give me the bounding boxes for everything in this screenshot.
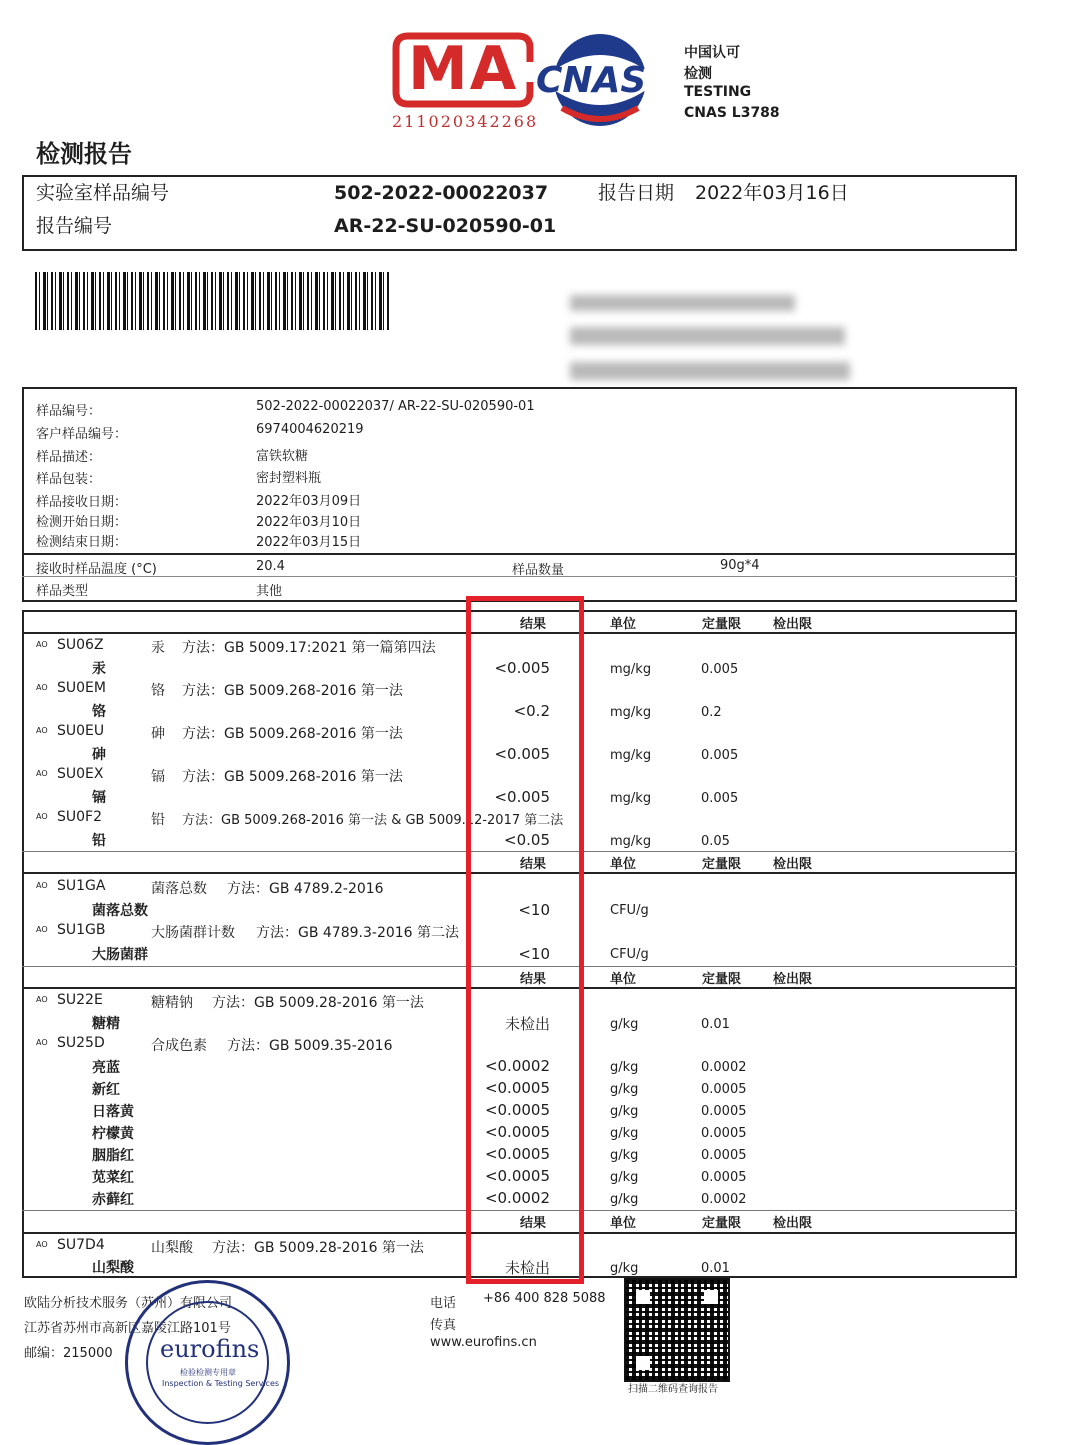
test-code: SU7D4 [57,1237,105,1253]
redacted-line-2 [570,327,845,345]
ao-marker: AO [36,726,48,735]
sample-info-label: 样品包装： [36,472,102,487]
qr-code[interactable] [624,1278,730,1382]
phone-label: 电话 [430,1296,457,1311]
analyte-name: 大肠菌群 [92,947,148,963]
ao-marker: AO [36,769,48,778]
result-value: <0.005 [494,745,550,763]
report-date-value: 2022年03月16日 [695,182,849,204]
test-code: SU06Z [57,637,104,653]
sample-info-value: 502-2022-00022037/ AR-22-SU-020590-01 [256,399,535,414]
test-method: 方法：GB 5009.28-2016 第一法 [212,995,424,1011]
barcode [35,272,390,330]
col-header-loq: 定量限 [702,617,742,632]
test-method: 方法：GB 5009.268-2016 第一法 [182,769,403,785]
loq-value: 0.0002 [701,1060,747,1075]
result-value: <0.005 [494,659,550,677]
sample-info-divider [22,553,1017,555]
sample-info-value: 2022年03月15日 [256,535,362,550]
footer-company: 欧陆分析技术服务（苏州）有限公司 [24,1296,233,1311]
test-method: 方法：GB 5009.17:2021 第一篇第四法 [182,640,436,656]
test-method: 方法：GB 4789.2-2016 [227,881,384,897]
test-method: 方法：GB 5009.268-2016 第一法 & GB 5009.12-2017 第二法 [182,813,564,828]
analyte-short: 大肠菌群计数 [151,925,235,941]
sample-info-label: 样品接收日期： [36,495,128,510]
lab-sample-no-label: 实验室样品编号 [36,182,170,204]
sample-info-value: 富铁软糖 [256,449,309,464]
sample-info-value: 2022年03月10日 [256,515,362,530]
test-code: SU0F2 [57,809,103,825]
test-code: SU1GA [57,878,106,894]
cma-logo [390,32,535,110]
cnas-info-2: 检测 [684,66,712,82]
stamp-sub1: 检验检测专用章 [180,1368,236,1377]
test-code: SU1GB [57,922,106,938]
loq-value: 0.0005 [701,1082,747,1097]
analyte-name: 赤藓红 [92,1192,134,1208]
unit-value: mg/kg [610,748,652,763]
cma-text: MA [408,34,519,104]
analyte-short: 合成色素 [151,1038,207,1054]
test-code: SU0EU [57,723,105,739]
ao-marker: AO [36,640,48,649]
analyte-name: 柠檬黄 [92,1126,134,1142]
test-code: SU0EM [57,680,106,696]
sample-info-value: 6974004620219 [256,422,364,437]
col-header-lod: 检出限 [773,857,813,872]
analyte-name: 砷 [92,747,106,763]
loq-value: 0.0005 [701,1148,747,1163]
receipt-temp-value: 20.4 [256,559,285,574]
unit-value: mg/kg [610,662,652,677]
result-value: <0.0002 [484,1189,550,1207]
report-no-value: AR-22-SU-020590-01 [334,215,557,237]
website-value: www.eurofins.cn [430,1335,537,1350]
unit-value: g/kg [610,1126,639,1141]
sample-info-label: 样品描述： [36,450,102,465]
sample-info-value: 2022年03月09日 [256,494,362,509]
col-header-result: 结果 [520,857,547,872]
result-value: <0.2 [513,702,550,720]
loq-value: 0.005 [701,662,739,677]
unit-value: mg/kg [610,834,652,849]
analyte-short: 汞 [151,640,165,656]
col-header-result: 结果 [520,617,547,632]
analyte-short: 铅 [151,812,165,828]
unit-value: CFU/g [610,903,649,918]
analyte-name: 山梨酸 [92,1260,134,1276]
report-title: 检测报告 [36,140,132,168]
test-method: 方法：GB 5009.268-2016 第一法 [182,683,403,699]
analyte-name: 铅 [92,833,106,849]
analyte-name: 汞 [92,661,106,677]
col-header-lod: 检出限 [773,972,813,987]
ao-marker: AO [36,683,48,692]
test-method: 方法：GB 4789.3-2016 第二法 [256,925,460,941]
analyte-short: 镉 [151,769,165,785]
test-code: SU0EX [57,766,104,782]
loq-value: 0.0005 [701,1126,747,1141]
result-value: <0.0002 [484,1057,550,1075]
result-value: <0.05 [504,831,550,849]
result-value: <0.005 [494,788,550,806]
loq-value: 0.0002 [701,1192,747,1207]
col-header-unit: 单位 [610,1216,637,1231]
cnas-info-1: 中国认可 [684,45,740,61]
ao-marker: AO [36,925,48,934]
unit-value: g/kg [610,1192,639,1207]
result-value: <10 [518,945,550,963]
result-value: <0.0005 [484,1101,550,1119]
receipt-qty-value: 90g*4 [720,558,760,573]
sample-type-value: 其他 [256,584,283,599]
stamp-sub2: Inspection & Testing Services [162,1379,280,1388]
col-header-unit: 单位 [610,857,637,872]
fax-label: 传真 [430,1318,457,1333]
col-header-unit: 单位 [610,972,637,987]
report-date-label: 报告日期 [598,182,675,204]
unit-value: g/kg [610,1170,639,1185]
unit-value: g/kg [610,1060,639,1075]
sample-info-label: 样品编号： [36,404,102,419]
ao-marker: AO [36,995,48,1004]
cma-number: 211020342268 [392,112,539,131]
analyte-name: 镉 [92,790,106,806]
cnas-logo [532,30,667,130]
sample-type-label: 样品类型 [36,584,89,599]
col-header-lod: 检出限 [773,1216,813,1231]
loq-value: 0.005 [701,791,739,806]
sample-info-label: 检测结束日期： [36,535,128,550]
eurofins-stamp [125,1280,290,1445]
sample-info-label: 客户样品编号： [36,427,128,442]
cnas-info-4: CNAS L3788 [684,105,780,121]
cnas-text: CNAS [536,60,647,101]
result-value: <0.0005 [484,1079,550,1097]
unit-value: CFU/g [610,947,649,962]
footer-postcode: 邮编：215000 [24,1346,113,1361]
loq-value: 0.0005 [701,1170,747,1185]
sample-info-value: 密封塑料瓶 [256,471,322,486]
analyte-name: 亮蓝 [92,1060,120,1076]
loq-value: 0.2 [701,705,722,720]
analyte-name: 日落黄 [92,1104,134,1120]
ao-marker: AO [36,812,48,821]
col-header-loq: 定量限 [702,972,742,987]
redacted-line-1 [570,295,795,311]
receipt-qty-label: 样品数量 [512,563,565,578]
analyte-short: 山梨酸 [151,1240,193,1256]
loq-value: 0.05 [701,834,730,849]
analyte-name: 铬 [92,704,106,720]
unit-value: g/kg [610,1017,639,1032]
loq-value: 0.0005 [701,1104,747,1119]
analyte-short: 铬 [151,683,165,699]
analyte-name: 新红 [92,1082,120,1098]
result-value: <0.0005 [484,1145,550,1163]
unit-value: mg/kg [610,791,652,806]
analyte-short: 砷 [151,726,165,742]
col-header-loq: 定量限 [702,1216,742,1231]
result-value: <0.0005 [484,1123,550,1141]
test-method: 方法：GB 5009.28-2016 第一法 [212,1240,424,1256]
result-value: <10 [518,901,550,919]
redacted-line-3 [570,362,850,380]
col-header-lod: 检出限 [773,617,813,632]
result-value: <0.0005 [484,1167,550,1185]
results-highlight-box [466,596,584,1284]
ao-marker: AO [36,1240,48,1249]
unit-value: g/kg [610,1261,639,1276]
analyte-name: 苋菜红 [92,1170,134,1186]
test-method: 方法：GB 5009.35-2016 [227,1038,393,1054]
ao-marker: AO [36,881,48,890]
ao-marker: AO [36,1038,48,1047]
phone-value: +86 400 828 5088 [483,1291,606,1306]
col-header-result: 结果 [520,1216,547,1231]
receipt-temp-label: 接收时样品温度 (°C) [36,562,157,577]
loq-value: 0.01 [701,1261,730,1276]
report-no-label: 报告编号 [36,215,113,237]
test-code: SU25D [57,1035,105,1051]
col-header-unit: 单位 [610,617,637,632]
sample-info-label: 检测开始日期： [36,515,128,530]
unit-value: g/kg [610,1082,639,1097]
analyte-short: 糖精钠 [151,995,193,1011]
col-header-loq: 定量限 [702,857,742,872]
unit-value: g/kg [610,1148,639,1163]
result-value: 未检出 [504,1259,550,1277]
analyte-name: 糖精 [92,1016,120,1032]
lab-sample-no-value: 502-2022-00022037 [334,182,549,204]
unit-value: g/kg [610,1104,639,1119]
analyte-short: 菌落总数 [151,881,207,897]
qr-caption: 扫描二维码查询报告 [628,1384,718,1395]
loq-value: 0.005 [701,748,739,763]
loq-value: 0.01 [701,1017,730,1032]
col-header-result: 结果 [520,972,547,987]
result-value: 未检出 [504,1015,550,1033]
cnas-info-3: TESTING [684,84,752,100]
test-code: SU22E [57,992,103,1008]
test-method: 方法：GB 5009.268-2016 第一法 [182,726,403,742]
analyte-name: 胭脂红 [92,1148,134,1164]
analyte-name: 菌落总数 [92,903,148,919]
stamp-brand: eurofins [160,1335,260,1363]
footer-address: 江苏省苏州市高新区嘉陵江路101号 [24,1321,231,1336]
unit-value: mg/kg [610,705,652,720]
